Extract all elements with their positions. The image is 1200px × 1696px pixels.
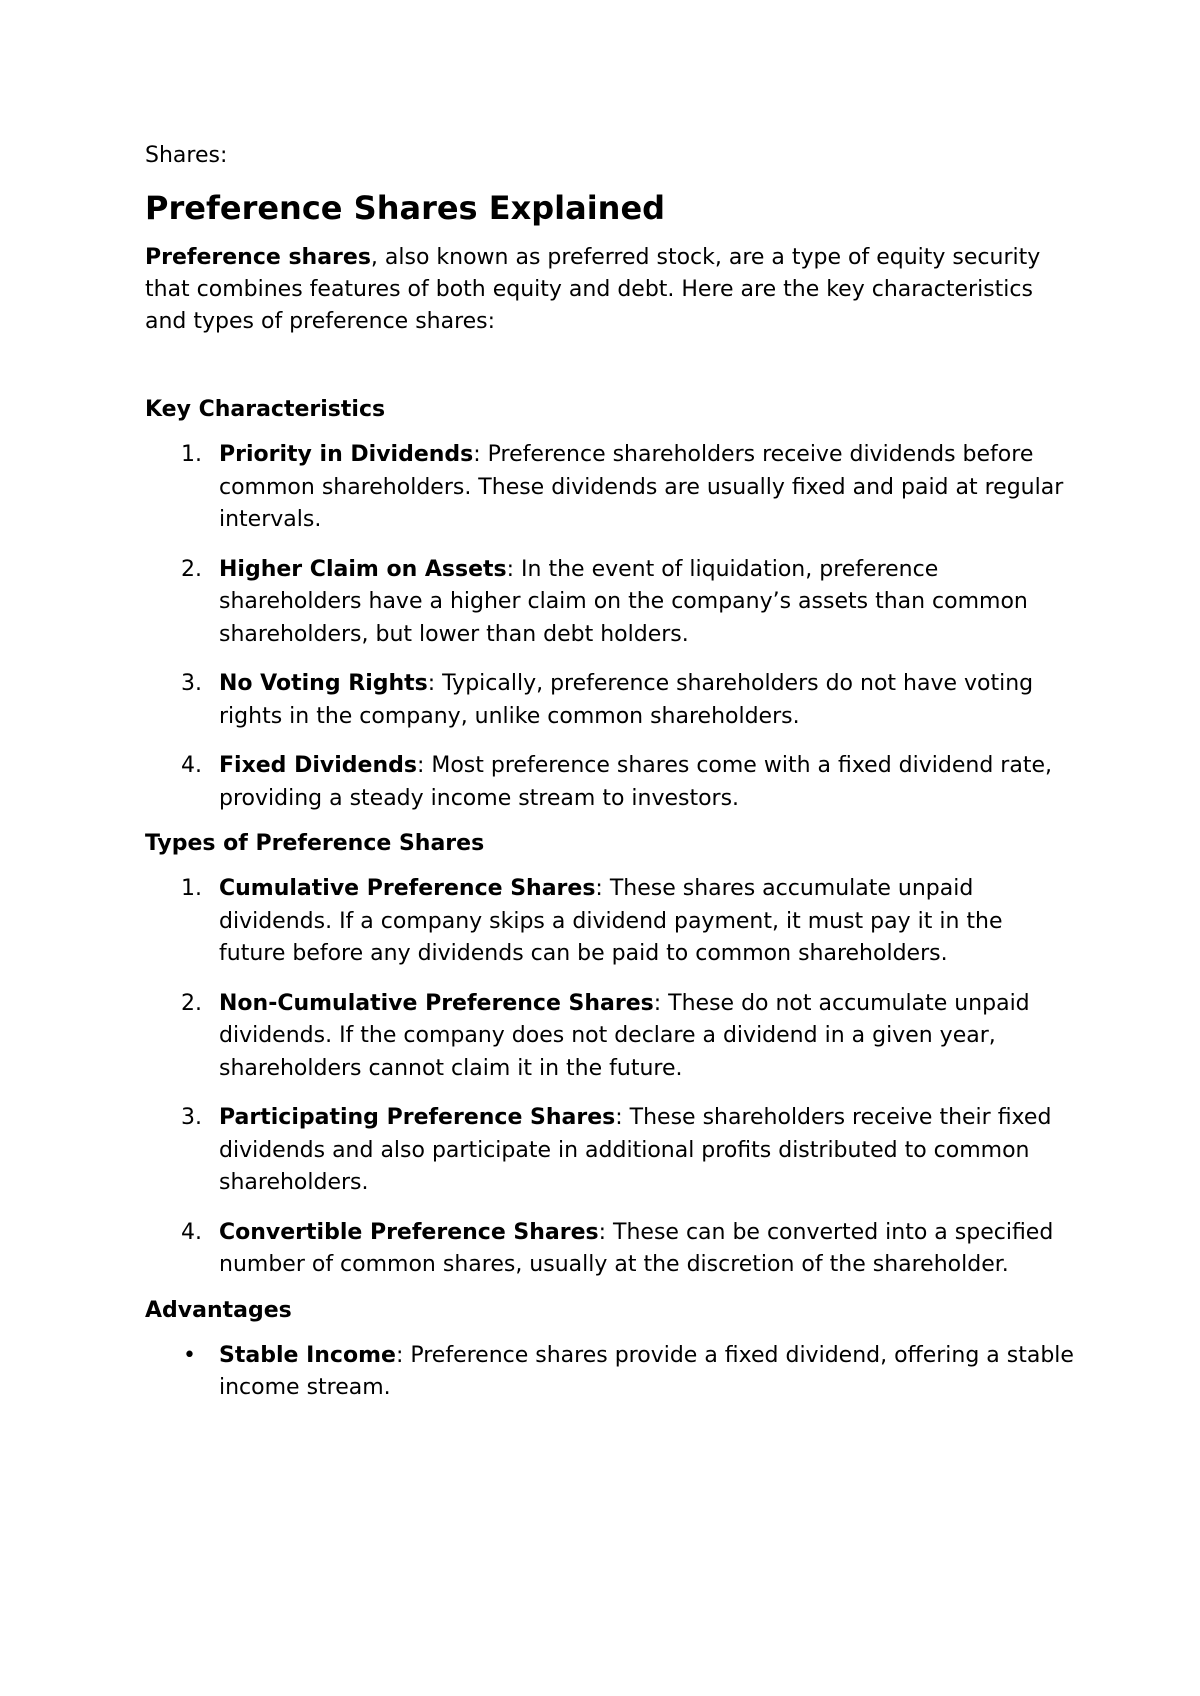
list-item-term: Stable Income [219,1342,396,1368]
list-number: 1. [181,442,202,467]
list-item-text: : Typically, preference shareholders do not have voting rights in the company, unlike common shareholders. [219,671,1034,729]
list-item-term: Convertible Preference Shares [219,1219,599,1245]
section-heading-advantages: Advantages [145,1297,292,1323]
list-item-text: : These shareholders receive their fixed dividends and also participate in additional profits distributed to common shareholders. [219,1105,1052,1195]
document-label: Shares: [145,143,228,168]
list-item-text: : These do not accumulate unpaid dividends. If the company does not declare a dividend in a given year, shareholders cannot claim it in the future. [219,990,1030,1081]
list-item-text: : Preference shares provide a fixed dividend, offering a stable income stream. [219,1342,1074,1400]
list-item [145,988,1075,1086]
list-item [145,1217,1075,1282]
list-item [145,668,1075,733]
list-number: 4. [181,1219,202,1245]
list-item-term: No Voting Rights [219,671,428,696]
list-item [145,1102,1075,1200]
list-item-term: Priority in Dividends [219,442,474,467]
list-number: 2. [181,556,202,582]
list-number: 2. [181,990,202,1016]
bullet-icon: • [183,1342,196,1368]
list-item-text: : In the event of liquidation, preference shareholders have a higher claim on the company’s assets than common shareholders, but lower than debt holders. [219,556,1028,647]
list-item [145,750,1075,815]
section-heading-key-characteristics: Key Characteristics [145,397,386,422]
list-item [145,873,1075,971]
intro-paragraph [145,242,1075,338]
list-item [145,439,1075,537]
list-number: 3. [181,671,202,696]
list-number: 4. [181,753,202,778]
document-title: Preference Shares Explained [145,189,666,227]
section-heading-types: Types of Preference Shares [145,831,485,856]
list-item-term: Participating Preference Shares [219,1105,616,1130]
list-item-text: : Preference shareholders receive dividends before common shareholders. These dividends are usually fixed and paid at regular intervals. [219,442,1064,532]
intro-bold-term: Preference shares [145,245,371,270]
list-number: 3. [181,1105,202,1130]
list-item-term: Fixed Dividends [219,753,417,778]
advantages-list [145,1340,1075,1405]
list-number: 1. [181,876,202,901]
intro-text: , also known as preferred stock, are a type of equity security that combines features of both equity and debt. Here are the key characteristics and types of preference shares: [145,245,1041,334]
list-item [145,1340,1075,1405]
list-item-text: : These shares accumulate unpaid dividends. If a company skips a dividend payment, it must pay it in the future before any dividends can be paid to common shareholders. [219,876,1003,966]
list-item-text: : These can be converted into a specified number of common shares, usually at the discretion of the shareholder. [219,1219,1054,1277]
list-item-term: Non-Cumulative Preference Shares [219,990,654,1016]
list-item-term: Higher Claim on Assets [219,556,507,582]
list-item [145,554,1075,652]
list-item-term: Cumulative Preference Shares [219,876,596,901]
document-page [145,140,1075,1418]
types-list [145,873,1075,1282]
list-item-text: : Most preference shares come with a fixed dividend rate, providing a steady income stream to investors. [219,753,1052,811]
key-characteristics-list [145,439,1075,815]
